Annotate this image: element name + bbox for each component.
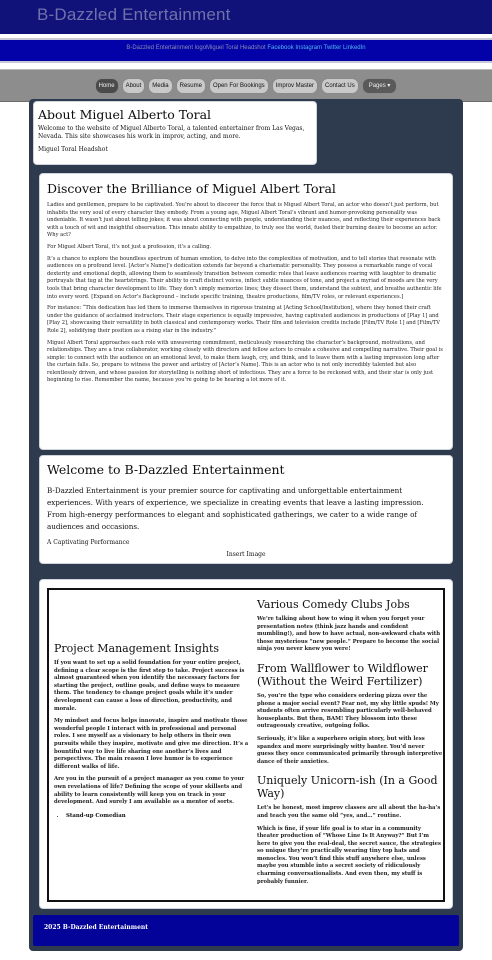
about-text: Welcome to the website of Miguel Alberto Toral, a talented entertainer from Las Vegas, Nevada. This site showcases his work in improv, acting, and more.	[38, 125, 305, 140]
welcome-text: B-Dazzled Entertainment is your premier source for captivating and unforgettable entertainment experiences. With years of experience, we specialize in creating events that leave a lasting impression. From high-energy performances to elegant and sophisticated gatherings, we cater to a wide range of audiences and occasions.	[47, 486, 424, 531]
logo-alt-text: B-Dazzled Entertainment logoMiguel Toral Headshot	[126, 45, 266, 51]
pm-column	[54, 642, 254, 819]
about-title: About Miguel Alberto Toral	[38, 107, 212, 122]
nav-home[interactable]: Home	[95, 78, 119, 94]
comedy-column	[257, 598, 443, 886]
site-header	[0, 0, 492, 34]
comedy-paragraph-2: So, you’re the type who considers ordering pizza over the phone a major social event? Fear not, my shy little spuds! My students often arrive resembling particularly well-behaved houseplants. But then, BAM! They blossom into these outrageously creative, outgoing folks.	[257, 692, 439, 730]
nav-resume[interactable]: Resume	[176, 78, 206, 94]
pm-paragraph-3: Are you in the pursuit of a project manager as you come to your own revelations of life? Defining the scope of your skillsets and ability to learn consistently will keep you on track in your development. And surely I am available as a mentor of sorts.	[54, 776, 245, 806]
welcome-card	[39, 455, 453, 564]
performance-caption: A Captivating Performance	[47, 539, 130, 546]
comedy-title: Various Comedy Clubs Jobs	[257, 598, 410, 611]
comedy-paragraph-5: Which is fine, if your life goal is to star in a community theater production of “Whose Line Is It Anyway?” But I’m here to give you the real-deal, the secret sauce, the strategies so unique they’re practically wearing tiny top hats and monocles. You won’t find this stuff anywhere else, unless maybe you stumble into a secret society of ridiculously charming conversationalists. And even then, my stuff is probably funnier.	[257, 825, 442, 885]
comedy-paragraph-4: Let’s be honest, most improv classes are all about the ha-ha’s and teach you the same old “yes, and…” routine.	[257, 805, 441, 819]
discover-card	[39, 173, 453, 450]
nav-media[interactable]: Media	[148, 78, 172, 94]
site-footer	[33, 915, 459, 946]
facebook-link[interactable]: Facebook	[267, 45, 294, 51]
footer-copyright: 2025 B-Dazzled Entertainment	[44, 924, 149, 931]
twitter-link[interactable]: Twitter	[323, 45, 342, 51]
nav-about[interactable]: About	[122, 78, 146, 94]
pm-title: Project Management Insights	[54, 642, 220, 655]
discover-paragraph-2: For Miguel Albert Toral, it’s not just a profession, it’s a calling.	[47, 243, 212, 250]
welcome-title: Welcome to B-Dazzled Entertainment	[47, 462, 285, 477]
nav-items	[0, 78, 492, 94]
discover-paragraph-5: Miguel Albert Toral approaches each role with unwavering commitment, meticulously researching the character’s background, motivations, and relationships. They are a true collaborator, working closely with directors and fellow actors to create a cohesive and compelling narrative. Their goal is simple: to connect with the audience on an emotional level, to make them laugh, cry, and think, and to leave them with a lasting impression long after the curtain falls. So, prepare to witness the power and artistry of [Actor’s Name]. This is an actor who is not only incredibly talented but also relentlessly driven, and whose passion for storytelling is nothing short of infectious. They are a force to be reckoned with, and their star is only just beginning to rise. Remember the name, because you’re going to be hearing a lot more of it.	[47, 339, 443, 384]
discover-paragraph-1: Ladies and gentlemen, prepare to be captivated. You’re about to discover the force that is Miguel Albert Toral, an actor who doesn’t just perform, but inhabits the very soul of every character they embody. From a young age, Miguel Albert Toral’s vibrant and humor-provoking personality was undeniable. It wasn’t just about telling jokes; it was about connecting with people, understanding their nuances, and reflecting their experiences back with a touch of wit and insightful observation. This innate ability to empathize, to truly see the world, fueled their burning desire to become an actor. Why act?	[47, 202, 441, 239]
nav-open-for-bookings[interactable]: Open For Bookings	[209, 78, 269, 94]
discover-title: Discover the Brilliance of Miguel Albert Toral	[47, 181, 336, 196]
discover-paragraph-3: It’s a chance to explore the boundless spectrum of human emotion, to delve into the complexities of motivation, and to tell stories that resonate with audiences on a profound level. [Actor’s Name]’s dedication extends far beyond a charismatic personality. They possess a remarkable range of vocal dexterity and emotional depth, allowing them to seamlessly transition between comedic roles that leave audiences roaring with laughter to dramatic portrayals that tug at the heartstrings. Their ability to craft distinct voices, inflect subtle nuances of tone, and project a myriad of moods are the very tools that bring character development to life. They don’t simply memorize lines; they dissect them, understand the subtext, and breathe authentic life into every word. [Expand on Actor’s Background – include specific training, theatre productions, film/TV roles, or relevant experiences.]	[47, 255, 442, 300]
linkedin-link[interactable]: LinkedIn	[342, 45, 366, 51]
unicorn-title: Uniquely Unicorn-ish (In a Good Way)	[257, 774, 438, 801]
image-placeholder: Insert Image	[226, 551, 266, 558]
wallflower-title: From Wallflower to Wildflower (Without the Weird Fertilizer)	[257, 661, 428, 688]
instagram-link[interactable]: Instagram	[295, 45, 323, 51]
two-column-card	[39, 579, 453, 909]
discover-paragraph-4: For instance: “This dedication has led them to immerse themselves in rigorous training at [Acting School/Institution], where they honed their craft under the guidance of acclaimed instructors. Their stage experience is equally impressive, having captivated audiences in productions of [Play 1] and [Play 2], showcasing their versatility in both classical and contemporary works. Their film and television credits include [Film/TV Role 1] and [Film/TV Role 2], solidifying their position as a rising star in the industry.”	[47, 305, 441, 334]
pm-list	[54, 813, 254, 819]
site-title[interactable]: B-Dazzled Entertainment	[37, 5, 231, 24]
nav-pages-dropdown[interactable]: Pages ▾	[362, 78, 398, 94]
main-nav	[0, 69, 492, 102]
list-item: • Stand-up Comedian	[66, 813, 254, 819]
comedy-paragraph-1: We’re talking about how to wing it when you forget your presentation notes (think jazz hands and confident mumbling!), and how to have actual, non-awkward chats with those mysterious “new people.” Prepare to become the social ninja you never knew you were!	[257, 616, 441, 653]
about-card	[33, 101, 317, 165]
pm-paragraph-2: My mindset and focus helps innovate, inspire and motivate those wonderful people I interact with in professional and personal roles. I see myself as a visionary to help others in their own pursuits while they inspire, motivate and give me direction. It’s a bountiful way to live life sharing one another’s lives and perspectives. The main reason I love humor is to experience different walks of life.	[54, 718, 249, 770]
nav-contact-us[interactable]: Contact Us	[321, 78, 359, 94]
social-link-bar	[0, 38, 492, 63]
social-links	[0, 45, 492, 51]
pm-paragraph-1: If you want to set up a solid foundation for your entire project, defining a clear scope is the first step to take. Project success is almost guaranteed when you identify the necessary factors for starting the project, outline goals, and define ways to measure them. The tendency to change project goals while it’s under development can cause a loss of direction, productivity, and morale.	[54, 660, 245, 712]
bordered-box	[47, 588, 445, 902]
comedy-paragraph-3: Seriously, it’s like a superhero origin story, but with less spandex and more surprisingly witty banter. You’d never guess they once communicated primarily through interpretive dance of their anxieties.	[257, 735, 443, 765]
nav-improv-master[interactable]: Improv Master	[272, 78, 318, 94]
headshot-alt-text: Miguel Toral Headshot	[38, 146, 108, 153]
